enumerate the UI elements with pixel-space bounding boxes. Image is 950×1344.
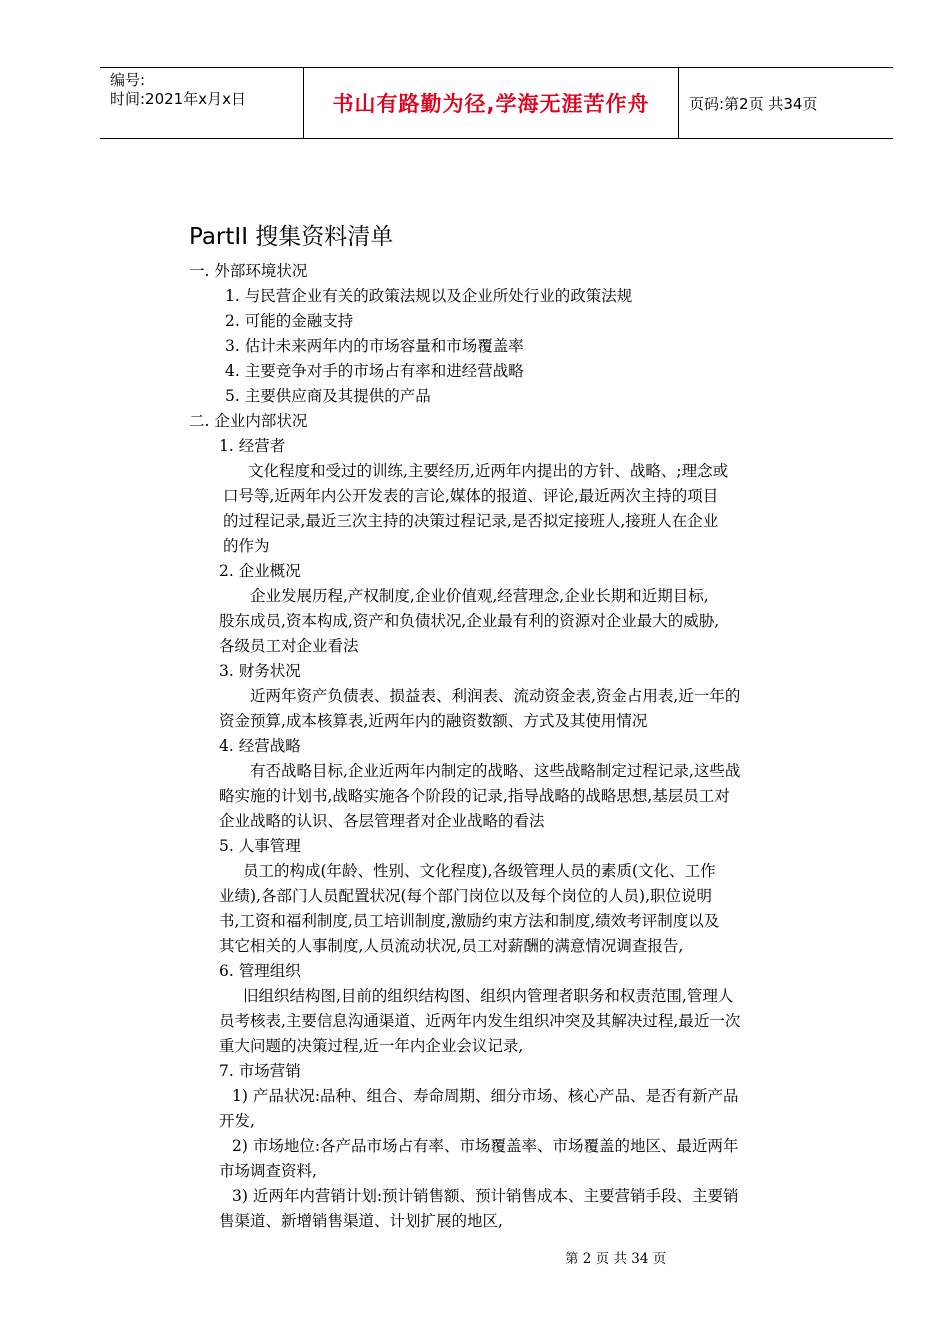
list-item: 4. 主要竞争对手的市场占有率和进经营战略 [225, 362, 524, 380]
page-footer: 第 2 页 共 34 页 [565, 1251, 667, 1267]
paragraph-line: 售渠道、新增销售渠道、计划扩展的地区, [219, 1212, 503, 1230]
paragraph-line: 企业战略的认识、各层管理者对企业战略的看法 [219, 812, 545, 830]
paragraph-line: 重大问题的决策过程,近一年内企业会议记录, [219, 1037, 524, 1055]
paragraph-line: 书,工资和福利制度,员工培训制度,激励约束方法和制度,绩效考评制度以及 [219, 912, 720, 930]
paragraph-line: 1) 产品状况:品种、组合、寿命周期、细分市场、核心产品、是否有新产品 [232, 1087, 739, 1105]
paragraph-line: 员考核表,主要信息沟通渠道、近两年内发生组织冲突及其解决过程,最近一次 [219, 1012, 741, 1030]
paragraph-line: 旧组织结构图,目前的组织结构图、组织内管理者职务和权责范围,管理人 [243, 987, 734, 1005]
subheading-line: 5. 人事管理 [219, 837, 301, 855]
paragraph-line: 市场调查资料, [219, 1162, 317, 1180]
paragraph-line: 文化程度和受过的训练,主要经历,近两年内提出的方针、战略、;理念或 [248, 462, 729, 480]
header-page-info: 页码:第2页 共34页 [689, 94, 818, 113]
paragraph-line: 口号等,近两年内公开发表的言论,媒体的报道、评论,最近两次主持的项目 [223, 487, 719, 505]
paragraph-line: 股东成员,资本构成,资产和负债状况,企业最有利的资源对企业最大的威胁, [219, 612, 720, 630]
paragraph-line: 开发, [219, 1112, 255, 1130]
paragraph-line: 员工的构成(年龄、性别、文化程度),各级管理人员的素质(文化、工作 [243, 862, 716, 880]
header-table [100, 67, 893, 139]
list-item: 3. 估计未来两年内的市场容量和市场覆盖率 [225, 337, 524, 355]
time-label: 时间:2021年x月x日 [110, 90, 246, 108]
list-item: 1. 与民营企业有关的政策法规以及企业所处行业的政策法规 [225, 287, 633, 305]
paragraph-line: 有否战略目标,企业近两年内制定的战略、这些战略制定过程记录,这些战 [250, 762, 741, 780]
heading-line: 二. 企业内部状况 [189, 412, 308, 430]
subheading-line: 7. 市场营销 [219, 1062, 301, 1080]
subheading-line: 1. 经营者 [219, 437, 286, 455]
header-motto: 书山有路勤为径,学海无涯苦作舟 [304, 68, 679, 138]
paragraph-line: 各级员工对企业看法 [219, 637, 359, 655]
paragraph-line: 业绩),各部门人员配置状况(每个部门岗位以及每个岗位的人员),职位说明 [219, 887, 712, 905]
header-left-cell [100, 68, 304, 138]
code-label: 编号: [110, 71, 146, 89]
subheading-line: 6. 管理组织 [219, 962, 301, 980]
subheading-line: 4. 经营战略 [219, 737, 301, 755]
heading-line: 一. 外部环境状况 [189, 262, 308, 280]
paragraph-line: 企业发展历程,产权制度,企业价值观,经营理念,企业长期和近期目标, [250, 587, 709, 605]
list-item: 5. 主要供应商及其提供的产品 [225, 387, 431, 405]
paragraph-line: 略实施的计划书,战略实施各个阶段的记录,指导战略的战略思想,基层员工对 [219, 787, 730, 805]
paragraph-line: 3) 近两年内营销计划:预计销售额、预计销售成本、主要营销手段、主要销 [232, 1187, 739, 1205]
list-item: 2. 可能的金融支持 [225, 312, 354, 330]
subheading-line: 3. 财务状况 [219, 662, 301, 680]
paragraph-line: 资金预算,成本核算表,近两年内的融资数额、方式及其使用情况 [219, 712, 648, 730]
paragraph-line: 的作为 [223, 537, 270, 555]
paragraph-line: 近两年资产负债表、损益表、利润表、流动资金表,资金占用表,近一年的 [250, 687, 741, 705]
paragraph-line: 的过程记录,最近三次主持的决策过程记录,是否拟定接班人,接班人在企业 [223, 512, 719, 530]
subheading-line: 2. 企业概况 [219, 562, 301, 580]
section-title: PartII 搜集资料清单 [189, 224, 394, 250]
paragraph-line: 2) 市场地位:各产品市场占有率、市场覆盖率、市场覆盖的地区、最近两年 [232, 1137, 739, 1155]
paragraph-line: 其它相关的人事制度,人员流动状况,员工对薪酬的满意情况调查报告, [219, 937, 684, 955]
